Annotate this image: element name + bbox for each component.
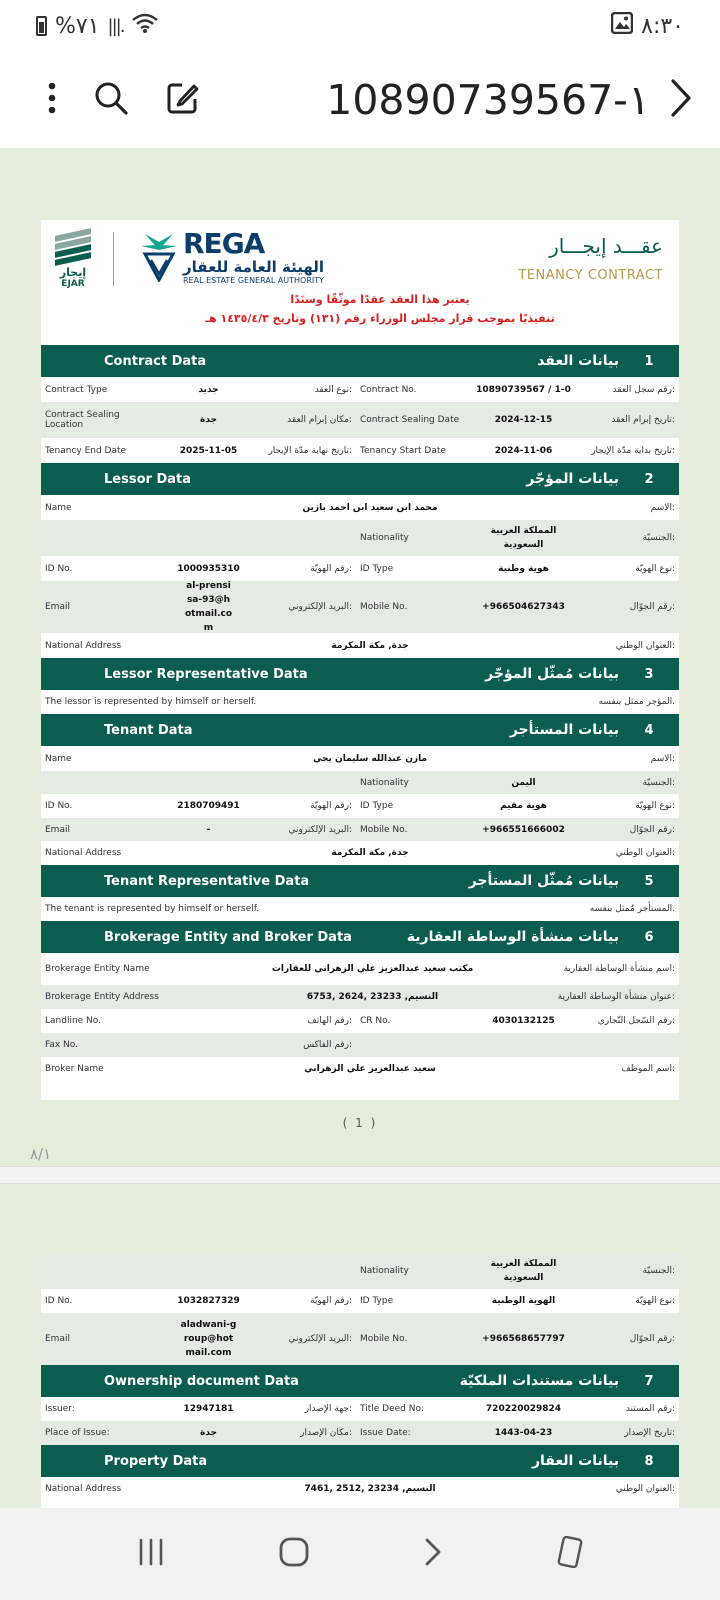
page-indicator: ٨/١ xyxy=(30,1145,52,1163)
section-header-property: Property Data بيانات العقار 8 xyxy=(41,1445,679,1477)
wifi-icon xyxy=(131,12,159,40)
table-row: Fax No. رقم الفاكس: xyxy=(41,1033,679,1057)
table-row: Nationality المملكة العربية السعودية الجنسيّة: xyxy=(41,520,679,556)
battery-level: %٧١ xyxy=(55,13,100,39)
table-row: Name محمد ابن سعيد ابن احمد بازين الاسم: xyxy=(45,502,675,513)
table-row: Brokerage Entity Address النسيم, 23233 ,2624 ,6753 عنوان منشأة الوساطة العقارية: xyxy=(41,985,679,1009)
forward-chevron-icon[interactable] xyxy=(670,78,692,122)
logo-divider xyxy=(113,232,114,286)
battery-icon xyxy=(36,16,47,36)
signal-icon: |||. xyxy=(107,15,124,37)
table-row: Broker Name سعيد عبدالعزيز علي الزهراني اسم الموظف: xyxy=(45,1064,675,1074)
table-row: Nationality اليمن الجنسيّة: xyxy=(41,771,679,794)
table-row: ID No. 1032827329 رقم الهويّة: ID Type الهوية الوطنية نوع الهويّة: xyxy=(45,1296,675,1306)
pdf-page-2 xyxy=(41,1253,679,1513)
table-row: Nationality المملكة العربية السعودية الجنسيّة: xyxy=(41,1253,679,1289)
recent-apps-icon[interactable] xyxy=(137,1538,165,1570)
page-number: ( 1 ) xyxy=(342,1116,378,1130)
page-separator xyxy=(0,1166,720,1184)
table-row: National Address النسيم, 23234 ,2512 ,7461 العنوان الوطني: xyxy=(45,1484,675,1494)
document-title: 10890739567-١ xyxy=(326,76,650,124)
ejar-logo: إيجار EJAR xyxy=(55,230,91,289)
table-row: Brokerage Entity Name مكتب سعيد عبدالعزيز علي الزهراني للعقارات اسم منشأة الوساطة العقارية: xyxy=(45,964,675,974)
section-header-lessor-data: Lessor Data بيانات المؤجّر 2 xyxy=(41,463,679,495)
table-row: Tenancy End Date 2025-11-05 تاريخ نهاية مدّة الإيجار: Tenancy Start Date 2024-11-06 تاريخ بداية مدّة الإيجار: xyxy=(45,445,675,456)
back-icon[interactable] xyxy=(423,1537,443,1571)
rega-logo: REGA الهيئة العامة للعقار REAL ESTATE GENERAL AUTHORITY xyxy=(139,230,324,285)
table-row: The tenant is represented by himself or herself. المستأجر مُمثل بنفسه. xyxy=(45,904,675,914)
section-header-lessor-representative: Lessor Representative Data بيانات مُمثّل المؤجّر 3 xyxy=(41,658,679,690)
contract-header xyxy=(41,220,679,345)
table-row: National Address جدة, مكة المكرمة العنوان الوطني: xyxy=(45,848,675,858)
table-row: Email aladwani-group@hotmail.com البريد الإلكتروني: Mobile No. +966568657797 رقم الجوّال: xyxy=(41,1313,679,1365)
table-row: Email al-prensisa-93@hotmail.com البريد الإلكتروني: Mobile No. +966504627343 رقم الجوّال: xyxy=(41,581,679,633)
section-header-tenant-data: Tenant Data بيانات المستأجر 4 xyxy=(41,714,679,746)
table-row: Email - البريد الإلكتروني: Mobile No. +966551666002 رقم الجوّال: xyxy=(41,818,679,841)
table-row: ID No. 1000935310 رقم الهويّة: ID Type هوية وطنية نوع الهويّة: xyxy=(45,563,675,574)
table-row: Contract Type جديد نوع العقد: Contract No. 10890739567 / 1-0 رقم سجل العقد: xyxy=(45,384,675,395)
pdf-toolbar xyxy=(0,52,720,148)
tenancy-contract-title: عقـــد إيجـــار TENANCY CONTRACT xyxy=(518,234,663,283)
table-row: Issuer: 12947181 جهة الإصدار: Title Deed No: 720220029824 رقم المستند: xyxy=(45,1404,675,1414)
pdf-page-1 xyxy=(41,220,679,1100)
section-header-contract-data: Contract Data بيانات العقد 1 xyxy=(41,345,679,377)
gallery-icon xyxy=(611,12,633,40)
rotate-screen-icon[interactable] xyxy=(557,1536,583,1572)
table-row: Landline No. رقم الهاتف: CR No. 4030132125 رقم السّجل التّجاري: xyxy=(45,1016,675,1026)
clock: ٨:٣٠ xyxy=(641,13,684,39)
table-row: National Address جدة, مكة المكرمة العنوان الوطني: xyxy=(45,640,675,651)
table-row: ID No. 2180709491 رقم الهويّة: ID Type هوية مقيم نوع الهويّة: xyxy=(45,801,675,811)
table-row: Contract Sealing Location جدة مكان إبرام العقد: Contract Sealing Date 2024-12-15 تاريخ إبرام العقد: xyxy=(41,402,679,438)
section-header-ownership: Ownership document Data بيانات مستندات الملكيّة 7 xyxy=(41,1365,679,1397)
palm-icon xyxy=(139,230,179,282)
section-header-brokerage: Brokerage Entity and Broker Data بيانات منشأة الوساطة العقارية 6 xyxy=(41,921,679,953)
table-row: Name مازن عبدالله سليمان يحي الاسم: xyxy=(45,753,675,764)
edit-icon[interactable] xyxy=(166,81,200,119)
more-options-icon[interactable] xyxy=(48,82,56,118)
section-header-tenant-representative: Tenant Representative Data بيانات مُمثّل المستأجر 5 xyxy=(41,865,679,897)
status-bar xyxy=(0,0,720,52)
system-nav-bar xyxy=(0,1508,720,1600)
home-icon[interactable] xyxy=(279,1537,309,1571)
table-row: Place of Issue: جدة مكان الإصدار: Issue Date: 1443-04-23 تاريخ الإصدار: xyxy=(41,1421,679,1445)
legal-note: يعتبر هذا العقد عقدًا موثّقًا وسنَدًا تنفيذيًا بموجب قرار مجلس الوزراء رقم (١٣١) وتاريخ ١٤٣٥/٤/٣ هـ xyxy=(205,293,555,325)
search-icon[interactable] xyxy=(94,81,128,119)
table-row: The lessor is represented by himself or herself. المؤجر ممثل بنفسه. xyxy=(45,697,675,707)
